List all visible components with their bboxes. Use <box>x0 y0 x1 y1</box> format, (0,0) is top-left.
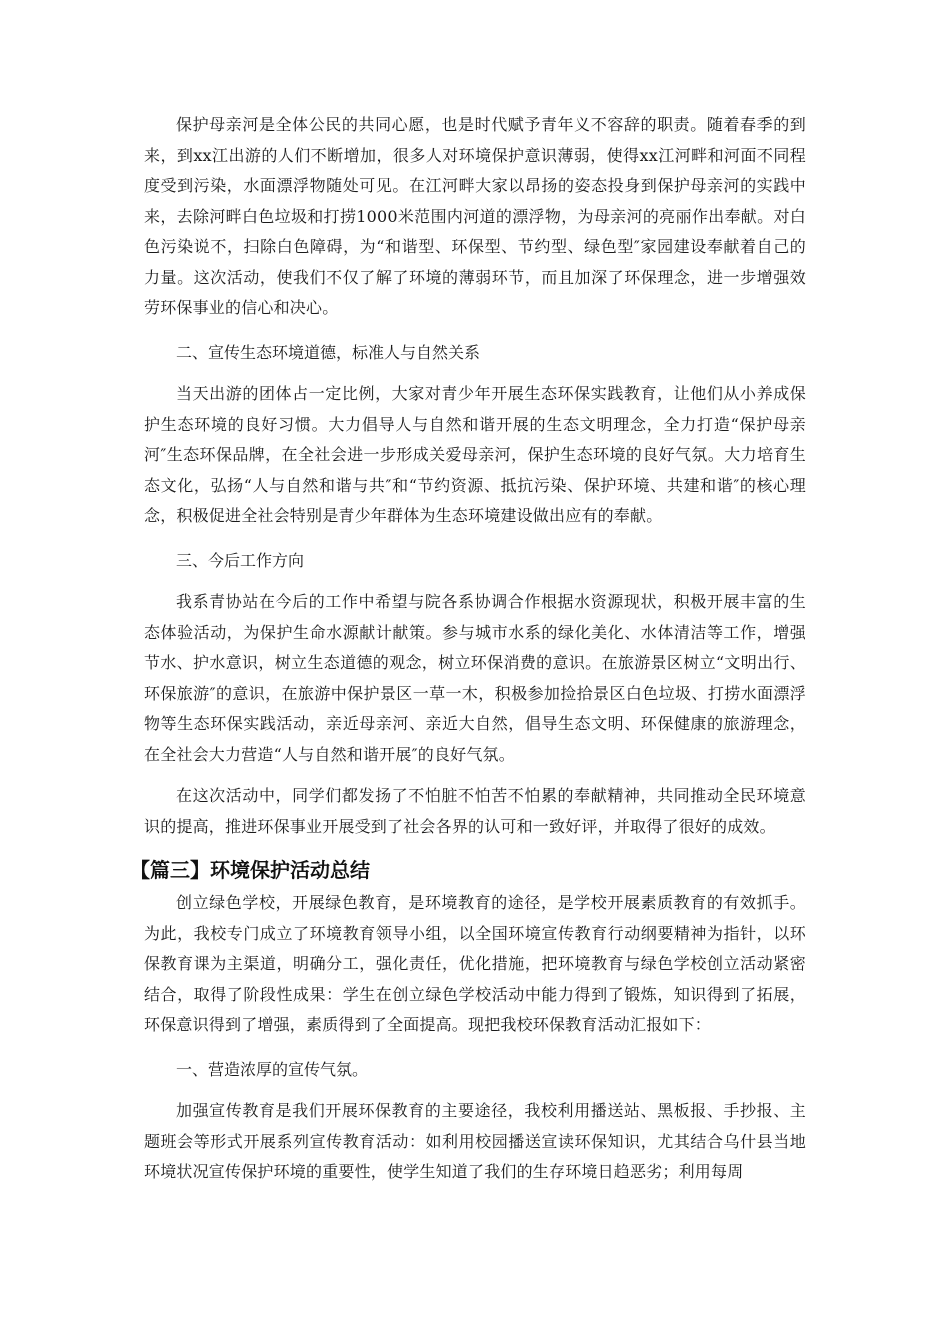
paragraph-publicity-education: 加强宣传教育是我们开展环保教育的主要途径，我校利用播送站、黑板报、手抄报、主题班会等形式开展系列宣传教育活动：如利用校园播送宣读环保知识，尤其结合乌什县当地环境状况宣传保护环境的重要性，使学生知道了我们的生存环境日趋恶劣；利用每周 <box>144 1101 806 1181</box>
document-page <box>130 110 806 1188</box>
paragraph-youth-education: 当天出游的团体占一定比例，大家对青少年开展生态环保实践教育，让他们从小养成保护生态环境的良好习惯。大力倡导人与自然和谐开展的生态文明理念，全力打造“保护母亲河″生态环保品牌，在全社会进一步形成关爱母亲河，保护生态环境的良好气氛。大力培育生态文化，弘扬“人与自然和谐与共″和“节约资源、抵抗污染、保护环境、共建和谐″的核心理念，积极促进全社会特别是青少年群体为生态环境建设做出应有的奉献。 <box>144 384 806 525</box>
paragraph-activity-summary: 在这次活动中，同学们都发扬了不怕脏不怕苦不怕累的奉献精神，共同推动全民环境意识的提高，推进环保事业开展受到了社会各界的认可和一致好评，并取得了很好的成效。 <box>144 786 806 836</box>
paragraph-green-school: 创立绿色学校，开展绿色教育，是环境教育的途径，是学校开展素质教育的有效抓手。为此，我校专门成立了环境教育领导小组，以全国环境宣传教育行动纲要精神为指针，以环保教育课为主渠道，明确分工，强化责任，优化措施，把环境教育与绿色学校创立活动紧密结合，取得了阶段性成果：学生在创立绿色学校活动中能力得到了锻炼，知识得到了拓展，环保意识得到了增强，素质得到了全面提高。现把我校环保教育活动汇报如下： <box>144 893 806 1034</box>
subheading-publicity: 一、营造浓厚的宣传气氛。 <box>176 1059 369 1079</box>
paragraph-protect-mother-river: 保护母亲河是全体公民的共同心愿，也是时代赋予青年义不容辞的职责。随着春季的到来，到xx江出游的人们不断增加，很多人对环境保护意识薄弱，使得xx江河畔和河面不同程度受到污染，水面漂浮物随处可见。在江河畔大家以昂扬的姿态投身到保护母亲河的实践中来，去除河畔白色垃圾和打捞1000米范围内河道的漂浮物，为母亲河的亮丽作出奉献。对白色污染说不，扫除白色障碍，为“和谐型、环保型、节约型、绿色型″家园建设奉献着自己的力量。这次活动，使我们不仅了解了环境的薄弱环节，而且加深了环保理念，进一步增强效劳环保事业的信心和决心。 <box>144 115 806 317</box>
subheading-ecology-ethics: 二、宣传生态环境道德，标准人与自然关系 <box>176 342 481 362</box>
subheading-future-direction: 三、今后工作方向 <box>176 550 305 570</box>
section-title: 【篇三】环境保护活动总结 <box>130 858 370 882</box>
paragraph-future-work: 我系青协站在今后的工作中希望与院各系协调合作根据水资源现状，积极开展丰富的生态体验活动，为保护生命水源献计献策。参与城市水系的绿化美化、水体清洁等工作，增强节水、护水意识，树立生态道德的观念，树立环保消费的意识。在旅游景区树立“文明出行、环保旅游″的意识，在旅游中保护景区一草一木，积极参加捡拾景区白色垃圾、打捞水面漂浮物等生态环保实践活动，亲近母亲河、亲近大自然，倡导生态文明、环保健康的旅游理念，在全社会大力营造“人与自然和谐开展″的良好气氛。 <box>144 592 806 764</box>
